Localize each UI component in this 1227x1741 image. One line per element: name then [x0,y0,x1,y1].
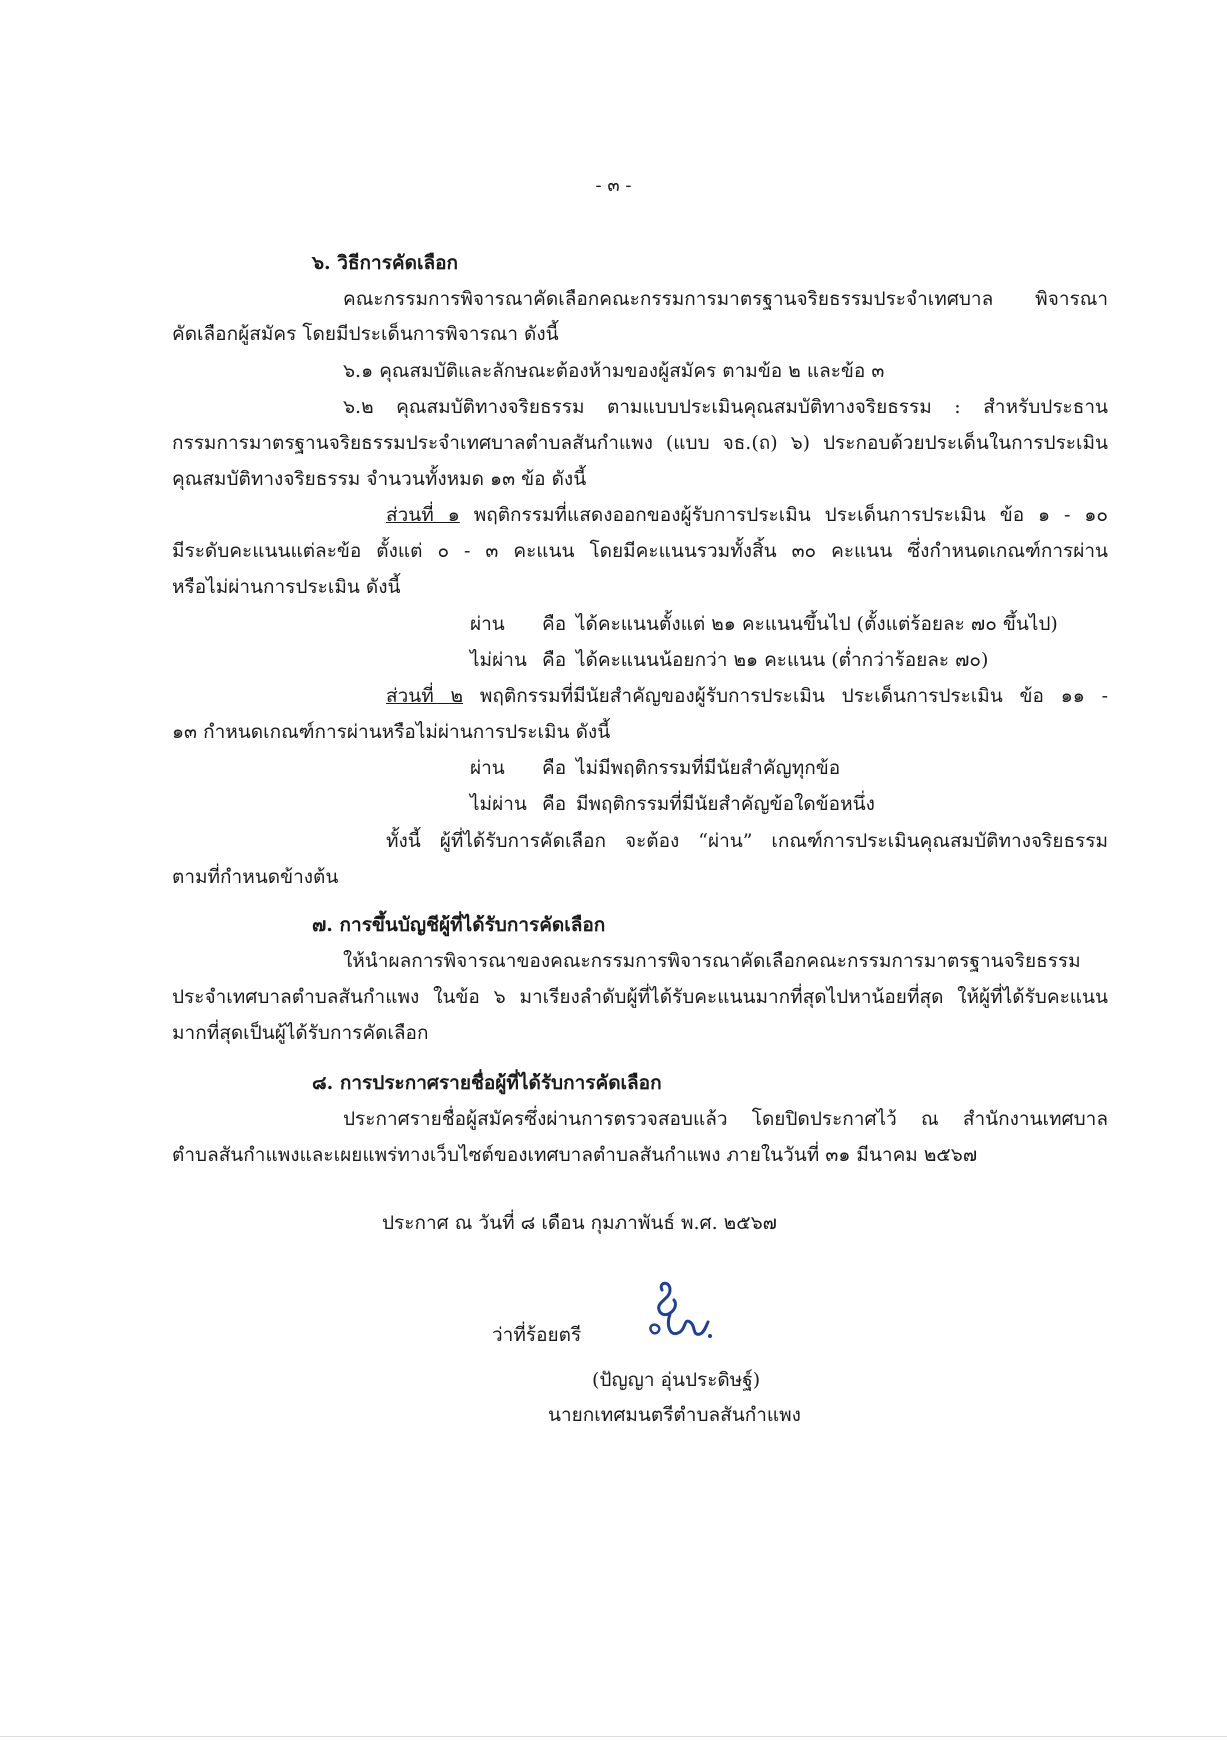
section-7-line-2: ประจำเทศบาลตำบลสันกำแพง ในข้อ ๖ มาเรียงลำดับผู้ที่ได้รับคะแนนมากที่สุดไปหาน้อยที่สุด ให้ผู้ที่ได้รับคะแนน [172,986,1108,1008]
part-1-fail-label: ไม่ผ่าน [470,649,527,671]
part-2-pass-row [470,753,840,783]
section-8-line-1: ประกาศรายชื่อผู้สมัครซึ่งผ่านการตรวจสอบแล้ว โดยปิดประกาศไว้ ณ สำนักงานเทศบาล [343,1108,1108,1130]
part-2-fail-is: คือ [542,793,567,815]
section-7-heading: ๗. การขึ้นบัญชีผู้ที่ได้รับการคัดเลือก [312,914,606,936]
signatory-rank: ว่าที่ร้อยตรี [492,1324,582,1346]
part-2-label: ส่วนที่ ๒ [386,685,464,707]
part-2-pass-label: ผ่าน [470,757,505,779]
section-6-intro-line-2: คัดเลือกผู้สมัคร โดยมีประเด็นการพิจารณา ดังนี้ [172,323,559,345]
part-1-label: ส่วนที่ ๑ [386,504,460,526]
section-8-heading: ๘. การประกาศรายชื่อผู้ที่ได้รับการคัดเลือก [312,1072,662,1094]
section-7-line-1: ให้นำผลการพิจารณาของคณะกรรมการพิจารณาคัดเลือกคณะกรรมการมาตรฐานจริยธรรม [343,950,1081,972]
section-6-item-2-line-1: ๖.๒ คุณสมบัติทางจริยธรรม ตามแบบประเมินคุณสมบัติทางจริยธรรม : สำหรับประธาน [343,396,1108,418]
section-6-summary-line-2: ตามที่กำหนดข้างต้น [172,866,339,888]
section-8-line-2: ตำบลสันกำแพงและเผยแพร่ทางเว็บไซต์ของเทศบาลตำบลสันกำแพง ภายในวันที่ ๓๑ มีนาคม ๒๕๖๗ [172,1144,978,1166]
part-2-pass-text: ไม่มีพฤติกรรมที่มีนัยสำคัญทุกข้อ [576,757,841,779]
section-6-summary-line-1: ทั้งนี้ ผู้ที่ได้รับการคัดเลือก จะต้อง “ผ่าน” เกณฑ์การประเมินคุณสมบัติทางจริยธรรม [386,830,1108,852]
part-1-line-2: มีระดับคะแนนแต่ละข้อ ตั้งแต่ ๐ - ๓ คะแนน โดยมีคะแนนรวมทั้งสิ้น ๓๐ คะแนน ซึ่งกำหนดเกณฑ์การผ่าน [172,540,1108,562]
part-1-fail-row [470,645,988,675]
part-1-pass-row [470,609,1058,639]
announcement-date: ประกาศ ณ วันที่ ๘ เดือน กุมภาพันธ์ พ.ศ. ๒๕๖๗ [382,1212,777,1234]
section-6-heading: ๖. วิธีการคัดเลือก [312,252,459,274]
section-6-intro-line-1: คณะกรรมการพิจารณาคัดเลือกคณะกรรมการมาตรฐานจริยธรรมประจำเทศบาล พิจารณา [343,288,1108,310]
page-bottom-edge [0,1736,1227,1737]
page-number: - ๓ - [595,175,632,196]
part-1-pass-text: ได้คะแนนตั้งแต่ ๒๑ คะแนนขึ้นไป (ตั้งแต่ร้อยละ ๗๐ ขึ้นไป) [576,613,1058,635]
part-1-fail-text: ได้คะแนนน้อยกว่า ๒๑ คะแนน (ต่ำกว่าร้อยละ ๗๐) [576,649,989,671]
part-1-pass-is: คือ [542,613,567,635]
part-1-line-1 [386,500,1108,530]
section-6-item-2-line-3: คุณสมบัติทางจริยธรรม จำนวนทั้งหมด ๑๓ ข้อ ดังนี้ [172,468,587,490]
part-1-fail-is: คือ [542,649,567,671]
section-6-item-1: ๖.๑ คุณสมบัติและลักษณะต้องห้ามของผู้สมัคร ตามข้อ ๒ และข้อ ๓ [343,360,885,382]
part-1-line-3: หรือไม่ผ่านการประเมิน ดังนี้ [172,576,401,598]
part-2-line-1 [386,681,1108,711]
signatory-name: (ปัญญา อุ่นประดิษฐ์) [592,1369,761,1391]
section-6-item-2-line-2: กรรมการมาตรฐานจริยธรรมประจำเทศบาลตำบลสันกำแพง (แบบ จธ.(ถ) ๖) ประกอบด้วยประเด็นในการประเมิน [172,432,1108,454]
part-2-pass-is: คือ [542,757,567,779]
part-1-pass-label: ผ่าน [470,613,505,635]
part-1-text: พฤติกรรมที่แสดงออกของผู้รับการประเมิน ประเด็นการประเมิน ข้อ ๑ - ๑๐ [473,504,1108,526]
signatory-position: นายกเทศมนตรีตำบลสันกำแพง [548,1404,801,1426]
part-2-fail-label: ไม่ผ่าน [470,793,527,815]
part-2-fail-text: มีพฤติกรรมที่มีนัยสำคัญข้อใดข้อหนึ่ง [576,793,875,815]
signature-image [640,1278,720,1358]
part-2-text: พฤติกรรมที่มีนัยสำคัญของผู้รับการประเมิน ประเด็นการประเมิน ข้อ ๑๑ - [479,685,1108,707]
part-2-line-2: ๑๓ กำหนดเกณฑ์การผ่านหรือไม่ผ่านการประเมิน ดังนี้ [172,721,611,743]
section-7-line-3: มากที่สุดเป็นผู้ได้รับการคัดเลือก [172,1022,429,1044]
part-2-fail-row [470,789,875,819]
